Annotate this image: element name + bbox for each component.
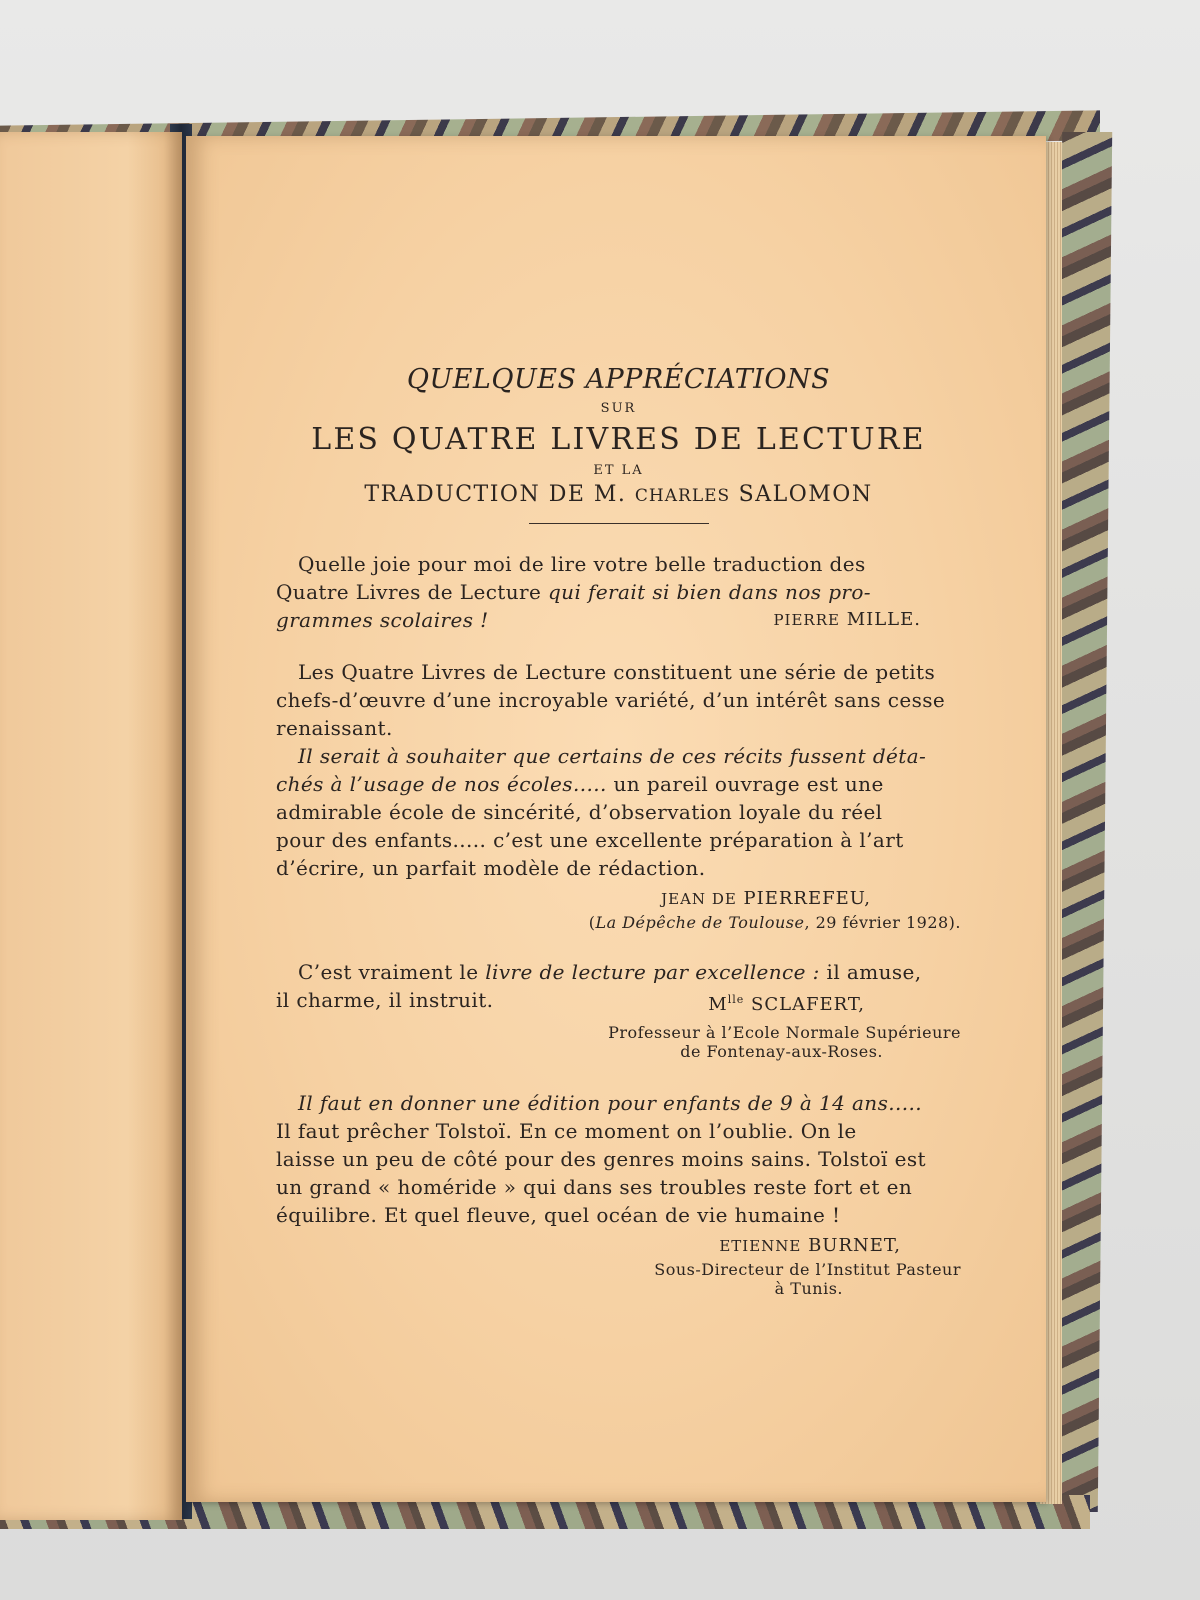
heading-line1: QUELQUES APPRÉCIATIONS xyxy=(406,364,831,395)
quote-line xyxy=(276,986,961,1019)
heading-et-la: ET LA xyxy=(593,463,644,478)
heading-rule xyxy=(529,523,709,524)
quote-line: d’écrire, un parfait modèle de rédaction. xyxy=(276,856,706,880)
author-last: PIERREFEU, xyxy=(736,888,871,909)
quote-text: il charme, il instruit. xyxy=(276,988,494,1012)
author-last: MILLE. xyxy=(839,609,921,630)
left-page xyxy=(0,132,182,1520)
quote-italic: livre de lecture par excellence : xyxy=(485,960,820,984)
author-first: JEAN DE xyxy=(661,890,737,908)
quote-line: Il serait à souhaiter que certains de ces récits fussent déta- xyxy=(298,744,927,768)
heading-sur: SUR xyxy=(600,401,637,416)
heading-line2: LES QUATRE LIVRES DE LECTURE xyxy=(311,422,926,457)
author-first: PIERRE xyxy=(773,611,840,629)
quote-text: Quatre Livres de Lecture xyxy=(276,580,548,604)
quote-mille xyxy=(276,550,961,634)
author-title-abbr: M xyxy=(708,994,728,1015)
author-sclafert xyxy=(708,986,961,1019)
author-role: Sous-Directeur de l’Institut Pasteur xyxy=(654,1260,961,1279)
source-journal: La Dépêche de Toulouse xyxy=(595,913,805,932)
quote-line xyxy=(276,770,961,798)
quote-line: un grand « homéride » qui dans ses troubles reste fort et en xyxy=(276,1175,913,1199)
author-place: à Tunis. xyxy=(774,1279,843,1298)
quote-line: renaissant. xyxy=(276,716,393,740)
author-role: Professeur à l’Ecole Normale Supérieure xyxy=(608,1023,961,1042)
source-open: ( xyxy=(588,913,596,932)
author-last: SCLAFERT, xyxy=(744,994,865,1015)
quote-text: il amuse, xyxy=(819,960,922,984)
quote-line: Il faut en donner une édition pour enfants de 9 à 14 ans..... xyxy=(298,1091,923,1115)
quote-italic: qui ferait si bien dans nos pro- xyxy=(547,580,871,604)
quote-line: Quelle joie pour moi de lire votre belle traduction des xyxy=(298,552,866,576)
author-title-sup: lle xyxy=(727,993,745,1006)
quote-line: admirable école de sincérité, d’observation loyale du réel xyxy=(276,800,883,824)
quote-line: équilibre. Et quel fleuve, quel océan de vie humaine ! xyxy=(276,1203,841,1227)
heading-line3-c: SALOMON xyxy=(730,482,873,507)
quote-line: chefs-d’œuvre d’une incroyable variété, d’un intérêt sans cesse xyxy=(276,688,946,712)
author-pierrefeu xyxy=(276,888,961,909)
quote-sclafert xyxy=(276,958,961,1061)
source-citation xyxy=(276,913,961,932)
quote-text: un pareil ouvrage est une xyxy=(606,772,884,796)
source-date: , 29 février 1928). xyxy=(804,913,961,932)
heading-line3 xyxy=(276,482,961,507)
quote-italic: chés à l’usage de nos écoles..... xyxy=(276,772,607,796)
author-last: BURNET, xyxy=(801,1235,901,1256)
quote-line xyxy=(276,958,961,986)
quote-line xyxy=(276,606,961,634)
author-burnet xyxy=(276,1235,961,1256)
quote-line: laisse un peu de côté pour des genres moins sains. Tolstoï est xyxy=(276,1147,926,1171)
quote-line xyxy=(276,578,961,606)
quote-italic: grammes scolaires ! xyxy=(276,608,489,632)
page-content xyxy=(276,364,961,1298)
author-first: ETIENNE xyxy=(719,1237,802,1255)
quote-text: C’est vraiment le xyxy=(298,960,486,984)
quote-line: pour des enfants..... c’est une excellente préparation à l’art xyxy=(276,828,904,852)
heading-line3-b: CHARLES xyxy=(634,486,731,506)
quote-pierrefeu xyxy=(276,658,961,932)
quote-line: Il faut prêcher Tolstoï. En ce moment on l’oublie. On le xyxy=(276,1119,857,1143)
quote-line: Les Quatre Livres de Lecture constituent une série de petits xyxy=(298,660,936,684)
author-place: de Fontenay-aux-Roses. xyxy=(680,1042,883,1061)
author-mille xyxy=(773,606,961,634)
right-page xyxy=(186,136,1046,1502)
quote-burnet xyxy=(276,1089,961,1298)
heading-line3-a: TRADUCTION DE M. xyxy=(364,482,635,507)
